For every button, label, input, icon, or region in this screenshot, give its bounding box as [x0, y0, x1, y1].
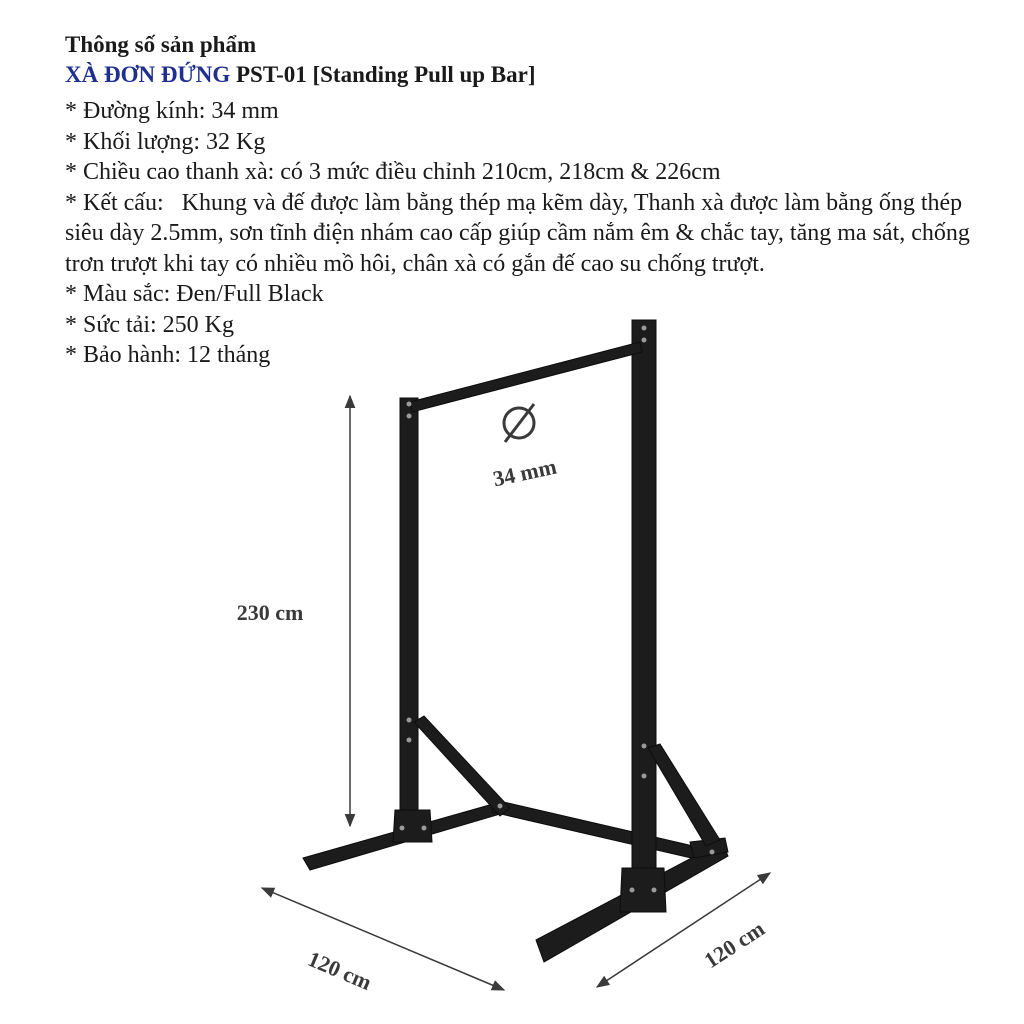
spec-height: * Chiều cao thanh xà: có 3 mức điều chỉnh 210cm, 218cm & 226cm	[65, 159, 721, 185]
spec-weight: * Khối lượng: 32 Kg	[65, 128, 266, 155]
diameter-icon	[504, 404, 534, 442]
width-label: 120 cm	[304, 945, 376, 995]
spec-color: * Màu sắc: Đen/Full Black	[65, 281, 324, 307]
product-name: XÀ ĐƠN ĐỨNG	[65, 62, 231, 87]
width-arrow	[262, 888, 504, 990]
product-model: PST-01 [Standing Pull up Bar]	[236, 62, 536, 87]
pull-up-bar-frame	[303, 320, 728, 962]
height-label: 230 cm	[236, 600, 304, 625]
page-title: Thông số sản phẩm	[65, 32, 257, 57]
spec-diameter: * Đường kính: 34 mm	[65, 98, 279, 124]
spec-warranty: * Bảo hành: 12 tháng	[65, 342, 271, 368]
spec-structure: * Kết cấu: Khung và đế được làm bằng thép mạ kẽm dày, Thanh xà được làm bằng ống thép siêu dày 2.5mm, sơn tĩnh điện nhám cao cấp giúp cầm nắm êm & chắc tay, tăng ma sát, chống trơn trượt khi tay có nhiều mồ hôi, chân xà có gắn đế cao su chống trượt.	[65, 189, 976, 277]
depth-label: 120 cm	[699, 915, 770, 974]
diameter-label: 34 mm	[490, 453, 559, 492]
frame-bolts	[400, 326, 715, 893]
spec-load: * Sức tải: 250 Kg	[65, 311, 234, 338]
